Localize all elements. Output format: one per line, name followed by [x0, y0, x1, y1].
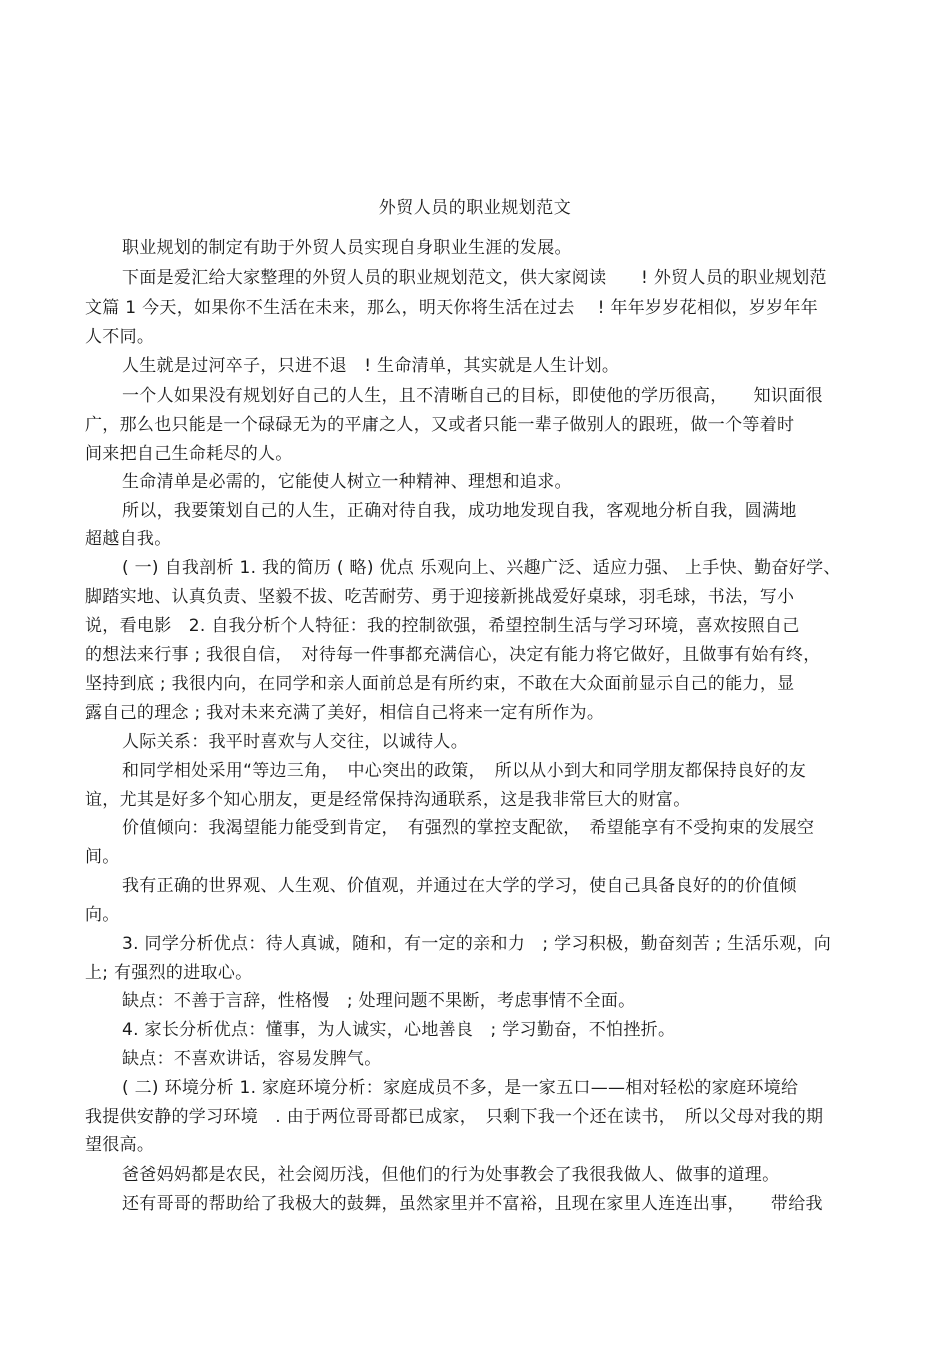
paragraph-line: 间来把自己生命耗尽的人。 [85, 444, 293, 464]
paragraph-line: 和同学相处采用“等边三角， 中心突出的政策， 所以从小到大和同学朋友都保持良好的友 [122, 761, 807, 781]
paragraph-line: 生命清单是必需的，它能使人树立一种精神、理想和追求。 [122, 472, 572, 492]
paragraph-line: 我有正确的世界观、人生观、价值观，并通过在大学的学习，使自己具备良好的的价值倾 [122, 876, 797, 896]
paragraph-line: ( 二) 环境分析 1. 家庭环境分析：家庭成员不多，是一家五口——相对轻松的家庭环境给 [122, 1078, 799, 1098]
paragraph-line: 人不同。 [85, 327, 155, 347]
paragraph-line: 人际关系：我平时喜欢与人交往，以诚待人。 [122, 732, 468, 752]
paragraph-line: 上; 有强烈的进取心。 [85, 963, 253, 983]
paragraph-line: 缺点：不善于言辞，性格慢 ; 处理问题不果断，考虑事情不全面。 [122, 991, 636, 1011]
paragraph-line: 价值倾向：我渴望能力能受到肯定， 有强烈的掌控支配欲， 希望能享有不受拘束的发展空 [122, 818, 815, 838]
paragraph-line: 职业规划的制定有助于外贸人员实现自身职业生涯的发展。 [122, 238, 572, 258]
paragraph-line: ( 一) 自我剖析 1. 我的简历 ( 略) 优点 乐观向上、兴趣广泛、适应力强、 上手快、勤奋好学、 [122, 558, 841, 578]
paragraph-line: 文篇 1 今天，如果你不生活在未来，那么，明天你将生活在过去 ! 年年岁岁花相似，岁岁年年 [85, 298, 819, 318]
paragraph-line: 超越自我。 [85, 529, 172, 549]
paragraph-line: 说，看电影 2. 自我分析个人特征：我的控制欲强，希望控制生活与学习环境，喜欢按照自己 [85, 616, 800, 636]
paragraph-line: 谊，尤其是好多个知心朋友，更是经常保持沟通联系，这是我非常巨大的财富。 [85, 790, 691, 810]
paragraph-line: 4. 家长分析优点：懂事，为人诚实，心地善良 ; 学习勤奋，不怕挫折。 [122, 1020, 676, 1040]
document-title: 外贸人员的职业规划范文 [378, 198, 572, 218]
paragraph-line: 一个人如果没有规划好自己的人生，且不清晰自己的目标，即使他的学历很高， 知识面很 [122, 386, 823, 406]
paragraph-line: 缺点：不喜欢讲话，容易发脾气。 [122, 1049, 382, 1069]
paragraph-line: 人生就是过河卒子，只进不退 ! 生命清单，其实就是人生计划。 [122, 356, 620, 376]
paragraph-line: 下面是爱汇给大家整理的外贸人员的职业规划范文，供大家阅读 ! 外贸人员的职业规划范 [122, 268, 827, 288]
paragraph-line: 爸爸妈妈都是农民，社会阅历浅，但他们的行为处事教会了我很我做人、做事的道理。 [122, 1165, 780, 1185]
paragraph-line: 间。 [85, 847, 120, 867]
paragraph-line: 坚持到底 ; 我很内向，在同学和亲人面前总是有所约束，不敢在大众面前显示自己的能力，显 [85, 674, 795, 694]
paragraph-line: 所以，我要策划自己的人生，正确对待自我，成功地发现自我，客观地分析自我，圆满地 [122, 501, 797, 521]
paragraph-line: 露自己的理念 ; 我对未来充满了美好，相信自己将来一定有所作为。 [85, 703, 605, 723]
paragraph-line: 我提供安静的学习环境 . 由于两位哥哥都已成家， 只剩下我一个还在读书， 所以父母对我的期 [85, 1107, 824, 1127]
paragraph-line: 广，那么也只能是一个碌碌无为的平庸之人，又或者只能一辈子做别人的跟班，做一个等着时 [85, 415, 795, 435]
paragraph-line: 望很高。 [85, 1135, 155, 1155]
paragraph-line: 脚踏实地、认真负责、坚毅不拔、吃苦耐劳、勇于迎接新挑战爱好桌球，羽毛球，书法，写小 [85, 587, 795, 607]
paragraph-line: 的想法来行事 ; 我很自信， 对待每一件事都充满信心，决定有能力将它做好，且做事有始有终， [85, 645, 821, 665]
paragraph-line: 3. 同学分析优点：待人真诚，随和，有一定的亲和力 ; 学习积极，勤奋刻苦 ; 生活乐观，向 [122, 934, 832, 954]
paragraph-line: 还有哥哥的帮助给了我极大的鼓舞，虽然家里并不富裕，且现在家里人连连出事， 带给我 [122, 1194, 823, 1214]
paragraph-line: 向。 [85, 905, 120, 925]
